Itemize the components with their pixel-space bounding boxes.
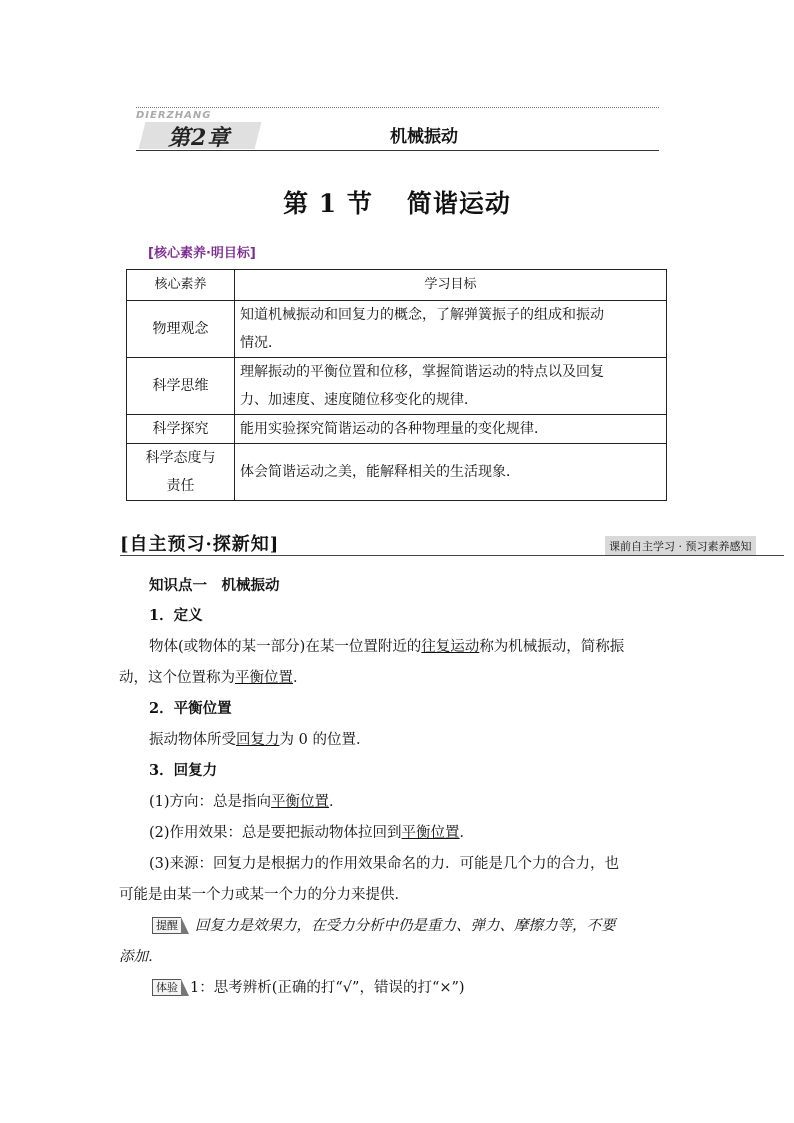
table-cell-goal: 体会简谐运动之美，能解释相关的生活现象． xyxy=(235,444,667,501)
table-cell-goal: 理解振动的平衡位置和位移，掌握简谐运动的特点以及回复 力、加速度、速度随位移变化的规律． xyxy=(235,358,667,415)
table-cell-category: 科学态度与 责任 xyxy=(127,444,235,501)
table-row xyxy=(127,415,667,444)
tip-label: 提醒 xyxy=(152,917,181,934)
experience-label: 体验 xyxy=(152,979,181,996)
restoring-force-heading: 3．回复力 xyxy=(149,762,218,779)
experience-line: 体验 1：思考辨析(正确的打“√”，错误的打“×”) xyxy=(152,978,465,998)
header-rule xyxy=(136,150,659,151)
section-bar-tag: 课前自主学习 · 预习素养感知 xyxy=(605,536,756,556)
section-title xyxy=(0,184,794,220)
chapter-number: 第2章 xyxy=(168,125,231,151)
definition-line-1: 物体(或物体的某一部分)在某一位置附近的往复运动称为机械振动，简称振 xyxy=(149,639,625,655)
knowledge-point-title: 知识点一 机械振动 xyxy=(149,577,280,594)
table-header-row xyxy=(127,270,667,301)
blank-answer: 平衡位置 xyxy=(401,825,460,841)
section-number: 第 1 节 xyxy=(283,189,373,218)
section-name: 简谐运动 xyxy=(406,189,511,218)
core-literacy-tag: [核心素养·明目标] xyxy=(148,246,256,261)
chapter-title: 机械振动 xyxy=(390,127,458,147)
objectives-table xyxy=(126,269,667,501)
section-bar-title: [自主预习·探新知] xyxy=(120,534,280,555)
blank-answer: 回复力 xyxy=(236,732,280,748)
table-header-core: 核心素养 xyxy=(127,270,235,301)
table-header-goal: 学习目标 xyxy=(235,270,667,301)
chapter-pinyin: DIERZHANG xyxy=(136,110,212,121)
blank-answer: 往复运动 xyxy=(421,639,480,655)
restoring-force-source-line-2: 可能是由某一个力或某一个力的分力来提供． xyxy=(119,887,409,903)
blank-answer: 平衡位置 xyxy=(235,670,293,686)
equilibrium-heading: 2．平衡位置 xyxy=(149,700,232,717)
table-cell-category: 物理观念 xyxy=(127,301,235,358)
definition-line-2: 动，这个位置称为平衡位置． xyxy=(119,670,308,686)
table-row xyxy=(127,444,667,501)
tip-line-1: 提醒 回复力是效果力，在受力分析中仍是重力、弹力、摩擦力等，不要 xyxy=(152,916,616,936)
table-cell-goal: 知道机械振动和回复力的概念，了解弹簧振子的组成和振动 情况． xyxy=(235,301,667,358)
table-cell-category: 科学探究 xyxy=(127,415,235,444)
tip-line-2: 添加． xyxy=(119,949,163,965)
table-row xyxy=(127,358,667,415)
restoring-force-direction: (1)方向：总是指向平衡位置． xyxy=(149,794,344,810)
table-cell-goal: 能用实验探究简谐运动的各种物理量的变化规律． xyxy=(235,415,667,444)
restoring-force-effect: (2)作用效果：总是要把振动物体拉回到平衡位置． xyxy=(149,825,475,841)
equilibrium-line: 振动物体所受回复力为 0 的位置． xyxy=(149,732,371,748)
header-dotted-rule xyxy=(136,107,659,108)
definition-heading: 1．定义 xyxy=(149,607,203,624)
restoring-force-source-line-1: (3)来源：回复力是根据力的作用效果命名的力．可能是几个力的合力，也 xyxy=(149,856,620,872)
section-bar-rule xyxy=(120,555,784,556)
table-cell-category: 科学思维 xyxy=(127,358,235,415)
blank-answer: 平衡位置 xyxy=(271,794,330,810)
table-row xyxy=(127,301,667,358)
